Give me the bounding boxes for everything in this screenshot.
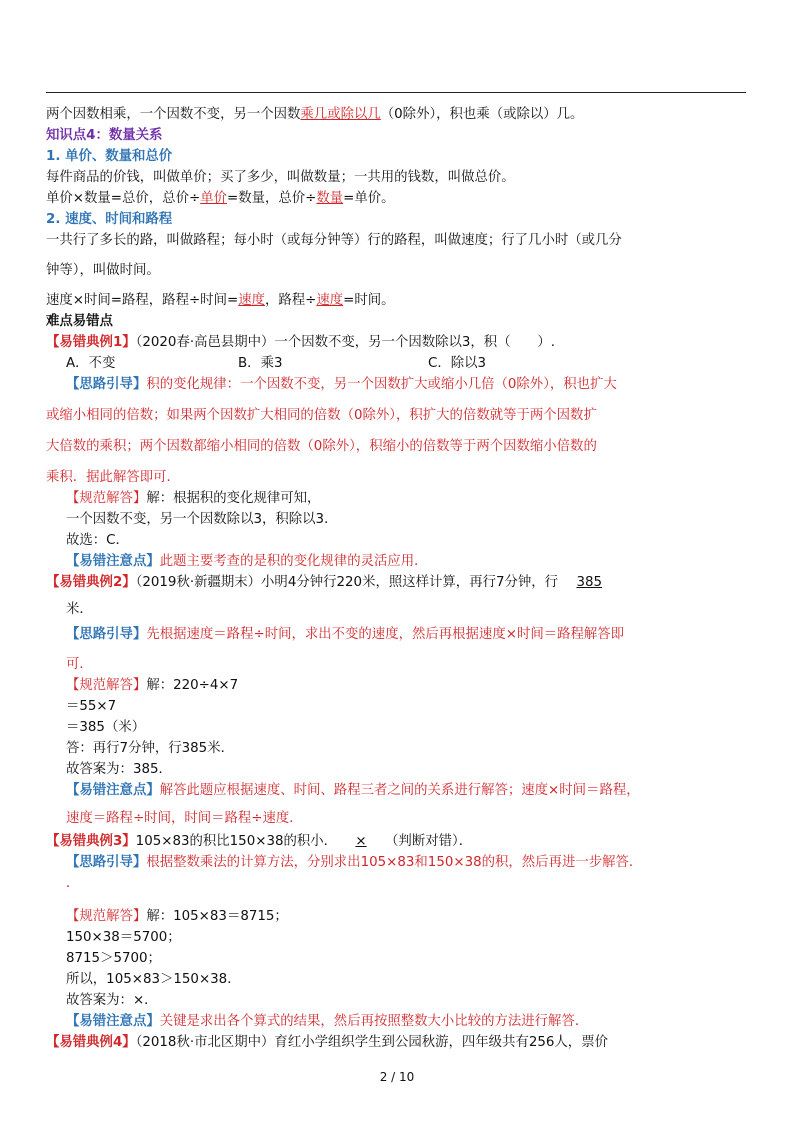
kp-intro-line: 两个因数相乘，一个因数不变，另一个因数乘几或除以几（0除外），积也乘（或除以）几。 xyxy=(46,107,584,122)
kp4-s2-line2: 钟等），叫做时间。 xyxy=(46,263,160,278)
kp4-title: 知识点4：数量关系 xyxy=(46,128,163,143)
ex1-question: 【易错典例1】（2020春·高邑县期中）一个因数不变，另一个因数除以3，积（ ）. xyxy=(46,335,556,350)
ex3-tag: 【易错典例3】 xyxy=(46,834,136,849)
kp4-s1-line1: 每件商品的价钱，叫做单价；买了多少，叫做数量；一共用的钱数，叫做总价。 xyxy=(46,170,515,185)
kp4-s1-title: 1. 单价、数量和总价 xyxy=(46,149,173,164)
ex1-idea-4: 乘积．据此解答即可． xyxy=(46,470,180,485)
kp4-s1-formula: 单价×数量=总价，总价÷单价=数量，总价÷数量=单价。 xyxy=(46,191,395,206)
ex3-solution-3: 8715＞5700； xyxy=(66,951,161,966)
ex2-idea-2: 可． xyxy=(66,657,93,672)
kp4-s2-formula: 速度×时间=路程，路程÷时间=速度，路程÷速度=时间。 xyxy=(46,293,395,308)
ex1-tag: 【易错典例1】 xyxy=(46,335,136,350)
ex2-solution-1: 【规范解答】解：220÷4×7 xyxy=(66,678,239,693)
ex2-unit: 米． xyxy=(66,602,93,617)
ex3-question: 【易错典例3】105×83的积比150×38的积小． × （判断对错）． xyxy=(46,834,473,849)
page-number: 2 / 10 xyxy=(379,1070,415,1084)
ex1-idea-3: 大倍数的乘积；两个因数都缩小相同的倍数（0除外），积缩小的倍数等于两个因数缩小倍数的 xyxy=(46,439,597,454)
ex1-option-b: B．乘3 xyxy=(238,356,283,371)
ex2-solution-2: ＝55×7 xyxy=(66,699,117,714)
ex3-answer: × xyxy=(355,834,367,849)
ex2-question: 【易错典例2】（2019秋·新疆期末）小明4分钟行220米，照这样计算，再行7分钟，行 385 xyxy=(46,575,603,590)
ex2-solution-3: ＝385（米） xyxy=(66,720,146,735)
section-title: 难点易错点 xyxy=(46,314,113,329)
ex1-note: 【易错注意点】此题主要考查的是积的变化规律的灵活应用． xyxy=(66,554,428,569)
ex2-solution-5: 故答案为：385． xyxy=(66,762,172,777)
ex1-solution-2: 一个因数不变，另一个因数除以3，积除以3． xyxy=(66,512,338,527)
ex1-solution-3: 故选：C． xyxy=(66,533,129,548)
kp4-s2-title: 2. 速度、时间和路程 xyxy=(46,212,173,227)
ex3-solution-5: 故答案为：×． xyxy=(66,993,158,1008)
ex2-note-1: 【易错注意点】解答此题应根据速度、时间、路程三者之间的关系进行解答；速度×时间＝路程， xyxy=(66,783,640,798)
ex3-solution-2: 150×38＝5700； xyxy=(66,930,181,945)
ex3-solution-1: 【规范解答】解：105×83＝8715； xyxy=(66,909,288,924)
ex1-idea-2: 或缩小相同的倍数；如果两个因数扩大相同的倍数（0除外），积扩大的倍数就等于两个因数扩 xyxy=(46,408,597,423)
header-rule xyxy=(46,92,746,93)
ex2-idea-1: 【思路引导】先根据速度＝路程÷时间，求出不变的速度，然后再根据速度×时间＝路程解答即 xyxy=(66,627,625,642)
ex3-solution-4: 所以，105×83＞150×38． xyxy=(66,972,241,987)
ex3-idea-2: ． xyxy=(66,876,80,891)
ex3-note: 【易错注意点】关键是求出各个算式的结果，然后再按照整数大小比较的方法进行解答． xyxy=(66,1014,589,1029)
ex4-tag: 【易错典例4】 xyxy=(46,1035,136,1050)
ex1-option-a: A．不变 xyxy=(66,356,116,371)
ex2-solution-4: 答：再行7分钟，行385米． xyxy=(66,741,234,756)
kp-intro-highlight: 乘几或除以几 xyxy=(300,107,381,122)
ex1-idea-1: 【思路引导】积的变化规律：一个因数不变，另一个因数扩大或缩小几倍（0除外），积也扩大 xyxy=(66,377,617,392)
ex1-option-c: C．除以3 xyxy=(428,356,487,371)
ex2-note-2: 速度＝路程÷时间，时间＝路程÷速度． xyxy=(66,811,303,826)
kp4-s2-line1: 一共行了多长的路，叫做路程；每小时（或每分钟等）行的路程，叫做速度；行了几小时（或几分 xyxy=(46,233,622,248)
ex2-tag: 【易错典例2】 xyxy=(46,575,136,590)
ex1-solution-1: 【规范解答】解：根据积的变化规律可知， xyxy=(66,491,321,506)
ex3-idea-1: 【思路引导】根据整数乘法的计算方法，分别求出105×83和150×38的积，然后再进一步解答． xyxy=(66,855,643,870)
ex4-question: 【易错典例4】（2018秋·市北区期中）育红小学组织学生到公园秋游，四年级共有256人，票价 xyxy=(46,1035,608,1050)
ex2-answer: 385 xyxy=(576,575,603,590)
